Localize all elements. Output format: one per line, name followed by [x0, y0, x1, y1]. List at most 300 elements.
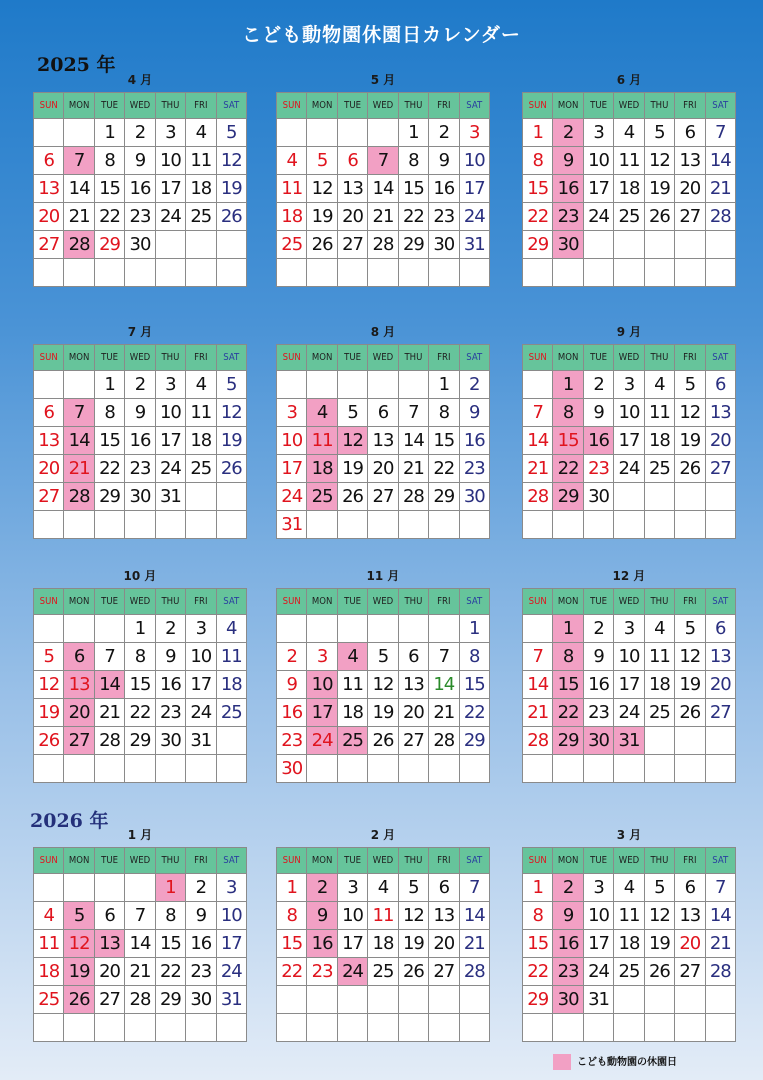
empty-cell: [64, 1014, 94, 1042]
day-cell: 22: [523, 203, 553, 231]
weekday-header: WED: [368, 589, 398, 615]
empty-cell: [398, 259, 428, 287]
day-cell: 28: [429, 727, 459, 755]
day-cell: 25: [644, 455, 674, 483]
day-cell: 25: [186, 455, 216, 483]
weekday-header-row: [34, 589, 247, 615]
day-cell: 14: [705, 902, 735, 930]
week-row: [34, 511, 247, 539]
day-cell: 7: [705, 119, 735, 147]
day-cell-closed: 10: [307, 671, 337, 699]
day-cell: 12: [675, 643, 705, 671]
weekday-header: THU: [398, 848, 428, 874]
day-cell: 19: [675, 671, 705, 699]
weekday-header: SUN: [277, 345, 307, 371]
week-row: [523, 511, 736, 539]
empty-cell: [583, 1014, 613, 1042]
weekday-header: WED: [614, 848, 644, 874]
week-row: [34, 643, 247, 671]
empty-cell: [216, 1014, 246, 1042]
day-cell: 24: [459, 203, 489, 231]
day-cell: 6: [675, 119, 705, 147]
day-cell-closed: 29: [553, 727, 583, 755]
day-cell: 10: [155, 147, 185, 175]
day-cell: 11: [186, 399, 216, 427]
day-cell: 11: [277, 175, 307, 203]
day-cell: 10: [459, 147, 489, 175]
empty-cell: [277, 119, 307, 147]
weekday-header: TUE: [583, 345, 613, 371]
day-cell: 21: [523, 455, 553, 483]
day-cell: 13: [398, 671, 428, 699]
day-cell: 22: [398, 203, 428, 231]
day-cell-closed: 30: [553, 231, 583, 259]
day-cell: 14: [64, 175, 94, 203]
weekday-header: FRI: [675, 93, 705, 119]
weekday-header: TUE: [337, 848, 367, 874]
week-row: [34, 483, 247, 511]
day-cell: 14: [523, 427, 553, 455]
week-row: [277, 902, 490, 930]
day-cell: 8: [277, 902, 307, 930]
month-calendar: [276, 564, 490, 783]
day-cell: 30: [155, 727, 185, 755]
day-cell: 7: [705, 874, 735, 902]
day-cell: 5: [34, 643, 64, 671]
week-row: [523, 399, 736, 427]
weekday-header: WED: [125, 589, 155, 615]
empty-cell: [186, 1014, 216, 1042]
empty-cell: [34, 371, 64, 399]
day-cell: 19: [644, 175, 674, 203]
day-cell: 8: [125, 643, 155, 671]
day-cell: 17: [459, 175, 489, 203]
empty-cell: [583, 231, 613, 259]
day-cell: 24: [186, 699, 216, 727]
day-cell: 16: [186, 930, 216, 958]
empty-cell: [523, 755, 553, 783]
week-row: [523, 1014, 736, 1042]
day-cell: 1: [459, 615, 489, 643]
empty-cell: [553, 511, 583, 539]
day-cell: 17: [614, 427, 644, 455]
day-cell: 2: [125, 371, 155, 399]
day-cell: 25: [644, 699, 674, 727]
day-cell: 26: [644, 203, 674, 231]
day-cell: 24: [614, 455, 644, 483]
week-row: [523, 203, 736, 231]
weekday-header: MON: [64, 848, 94, 874]
day-cell: 2: [186, 874, 216, 902]
weekday-header-row: [523, 93, 736, 119]
empty-cell: [644, 727, 674, 755]
month-title: 10 月: [123, 569, 157, 583]
month-calendar: [33, 564, 247, 783]
empty-cell: [125, 1014, 155, 1042]
day-cell: 22: [523, 958, 553, 986]
weekday-header: SAT: [705, 589, 735, 615]
empty-cell: [523, 259, 553, 287]
day-cell: 22: [94, 455, 124, 483]
day-cell: 27: [705, 455, 735, 483]
weekday-header: THU: [155, 345, 185, 371]
day-cell: 5: [644, 874, 674, 902]
weekday-header: MON: [64, 345, 94, 371]
weekday-header: SAT: [459, 345, 489, 371]
weekday-header: SUN: [34, 589, 64, 615]
week-row: [34, 399, 247, 427]
empty-cell: [398, 615, 428, 643]
weekday-header: FRI: [675, 345, 705, 371]
weekday-header: FRI: [186, 848, 216, 874]
day-cell-closed: 9: [553, 147, 583, 175]
month-table: [276, 92, 490, 287]
weekday-header-row: [277, 345, 490, 371]
empty-cell: [644, 755, 674, 783]
day-cell: 18: [216, 671, 246, 699]
weekday-header: TUE: [94, 345, 124, 371]
day-cell: 3: [216, 874, 246, 902]
day-cell: 11: [614, 147, 644, 175]
day-cell-closed: 12: [337, 427, 367, 455]
empty-cell: [125, 755, 155, 783]
day-cell: 25: [216, 699, 246, 727]
empty-cell: [34, 511, 64, 539]
month-calendar: [276, 320, 490, 539]
week-row: [34, 259, 247, 287]
day-cell: 22: [429, 455, 459, 483]
day-cell: 4: [186, 371, 216, 399]
empty-cell: [429, 615, 459, 643]
week-row: [34, 231, 247, 259]
day-cell: 27: [429, 958, 459, 986]
week-row: [34, 930, 247, 958]
day-cell-closed: 6: [64, 643, 94, 671]
weekday-header: THU: [644, 589, 674, 615]
day-cell: 14: [523, 671, 553, 699]
day-cell: 15: [398, 175, 428, 203]
week-row: [277, 511, 490, 539]
empty-cell: [675, 259, 705, 287]
weekday-header: FRI: [429, 93, 459, 119]
weekday-header: WED: [614, 345, 644, 371]
month-title: 3 月: [616, 828, 642, 842]
day-cell: 28: [523, 727, 553, 755]
day-cell: 30: [186, 986, 216, 1014]
day-cell: 21: [398, 455, 428, 483]
day-cell: 23: [186, 958, 216, 986]
empty-cell: [705, 1014, 735, 1042]
week-row: [277, 427, 490, 455]
day-cell: 27: [705, 699, 735, 727]
day-cell: 11: [216, 643, 246, 671]
empty-cell: [64, 511, 94, 539]
day-cell: 21: [705, 175, 735, 203]
empty-cell: [307, 755, 337, 783]
weekday-header: SUN: [34, 345, 64, 371]
day-cell: 25: [277, 231, 307, 259]
week-row: [34, 874, 247, 902]
weekday-header: FRI: [429, 848, 459, 874]
empty-cell: [644, 483, 674, 511]
day-cell-closed: 26: [64, 986, 94, 1014]
empty-cell: [337, 371, 367, 399]
day-cell: 11: [337, 671, 367, 699]
day-cell: 24: [583, 203, 613, 231]
month-title: 9 月: [616, 325, 642, 339]
closed-day-swatch: [553, 1054, 571, 1070]
day-cell-closed: 22: [553, 699, 583, 727]
weekday-header: THU: [644, 93, 674, 119]
empty-cell: [614, 483, 644, 511]
week-row: [277, 455, 490, 483]
day-cell: 3: [583, 119, 613, 147]
empty-cell: [705, 986, 735, 1014]
day-cell: 13: [429, 902, 459, 930]
day-cell: 21: [459, 930, 489, 958]
week-row: [523, 615, 736, 643]
day-cell: 23: [307, 958, 337, 986]
empty-cell: [307, 986, 337, 1014]
week-row: [523, 427, 736, 455]
weekday-header: FRI: [186, 93, 216, 119]
week-row: [34, 119, 247, 147]
empty-cell: [583, 511, 613, 539]
day-cell: 21: [429, 699, 459, 727]
day-cell: 7: [398, 399, 428, 427]
day-cell: 14: [398, 427, 428, 455]
day-cell: 23: [429, 203, 459, 231]
empty-cell: [307, 371, 337, 399]
weekday-header: TUE: [337, 345, 367, 371]
month-table: [33, 588, 247, 783]
day-cell: 24: [216, 958, 246, 986]
day-cell: 11: [368, 902, 398, 930]
empty-cell: [429, 755, 459, 783]
week-row: [34, 902, 247, 930]
weekday-header: TUE: [94, 589, 124, 615]
day-cell: 2: [583, 371, 613, 399]
month-table: [33, 847, 247, 1042]
day-cell: 12: [368, 671, 398, 699]
day-cell: 23: [125, 203, 155, 231]
day-cell: 18: [368, 930, 398, 958]
day-cell: 18: [644, 671, 674, 699]
day-cell: 31: [583, 986, 613, 1014]
week-row: [277, 483, 490, 511]
weekday-header-row: [34, 345, 247, 371]
day-cell: 18: [337, 699, 367, 727]
day-cell: 26: [644, 958, 674, 986]
empty-cell: [614, 259, 644, 287]
empty-cell: [155, 755, 185, 783]
empty-cell: [277, 615, 307, 643]
day-cell: 22: [94, 203, 124, 231]
empty-cell: [337, 755, 367, 783]
day-cell-closed: 30: [553, 986, 583, 1014]
month-table: [33, 344, 247, 539]
week-row: [277, 399, 490, 427]
week-row: [523, 930, 736, 958]
day-cell: 7: [125, 902, 155, 930]
day-cell-closed: 9: [307, 902, 337, 930]
weekday-header: MON: [307, 345, 337, 371]
day-cell: 19: [216, 427, 246, 455]
day-cell: 31: [459, 231, 489, 259]
day-cell: 5: [644, 119, 674, 147]
day-cell: 5: [216, 119, 246, 147]
day-cell-closed: 13: [94, 930, 124, 958]
day-cell-closed: 23: [553, 203, 583, 231]
empty-cell: [216, 259, 246, 287]
empty-cell: [368, 511, 398, 539]
day-cell: 9: [429, 147, 459, 175]
day-cell: 4: [277, 147, 307, 175]
day-cell: 26: [307, 231, 337, 259]
day-cell: 19: [216, 175, 246, 203]
day-cell: 7: [429, 643, 459, 671]
day-cell: 20: [675, 175, 705, 203]
day-cell: 27: [398, 727, 428, 755]
day-cell-closed: 7: [64, 399, 94, 427]
empty-cell: [553, 259, 583, 287]
weekday-header-row: [523, 848, 736, 874]
day-cell: 4: [614, 874, 644, 902]
day-cell: 26: [337, 483, 367, 511]
empty-cell: [216, 483, 246, 511]
day-cell: 31: [186, 727, 216, 755]
week-row: [277, 727, 490, 755]
day-cell: 17: [583, 930, 613, 958]
day-cell: 27: [337, 231, 367, 259]
day-cell: 16: [155, 671, 185, 699]
empty-cell: [553, 1014, 583, 1042]
day-cell: 18: [34, 958, 64, 986]
day-cell: 9: [583, 399, 613, 427]
day-cell: 16: [125, 427, 155, 455]
weekday-header: WED: [125, 93, 155, 119]
day-cell: 22: [277, 958, 307, 986]
day-cell: 3: [583, 874, 613, 902]
day-cell: 17: [186, 671, 216, 699]
day-cell: 1: [277, 874, 307, 902]
day-cell: 2: [459, 371, 489, 399]
weekday-header: SUN: [523, 589, 553, 615]
day-cell: 8: [459, 643, 489, 671]
week-row: [523, 874, 736, 902]
week-row: [34, 671, 247, 699]
empty-cell: [429, 511, 459, 539]
weekday-header: SAT: [216, 589, 246, 615]
empty-cell: [614, 511, 644, 539]
week-row: [277, 203, 490, 231]
day-cell: 12: [644, 147, 674, 175]
weekday-header: THU: [398, 589, 428, 615]
day-cell: 19: [337, 455, 367, 483]
empty-cell: [368, 755, 398, 783]
day-cell: 28: [368, 231, 398, 259]
day-cell: 6: [398, 643, 428, 671]
empty-cell: [675, 755, 705, 783]
weekday-header-row: [277, 589, 490, 615]
weekday-header: THU: [644, 848, 674, 874]
weekday-header: SUN: [277, 848, 307, 874]
weekday-header: SAT: [216, 848, 246, 874]
day-cell: 14: [429, 671, 459, 699]
week-row: [34, 455, 247, 483]
week-row: [277, 1014, 490, 1042]
empty-cell: [125, 874, 155, 902]
empty-cell: [307, 615, 337, 643]
day-cell: 1: [523, 119, 553, 147]
weekday-header: MON: [307, 589, 337, 615]
empty-cell: [398, 371, 428, 399]
empty-cell: [398, 511, 428, 539]
day-cell: 20: [368, 455, 398, 483]
month-table: [276, 344, 490, 539]
day-cell: 14: [125, 930, 155, 958]
day-cell: 5: [398, 874, 428, 902]
empty-cell: [34, 874, 64, 902]
week-row: [34, 699, 247, 727]
day-cell: 3: [186, 615, 216, 643]
weekday-header: SAT: [459, 589, 489, 615]
day-cell: 26: [675, 699, 705, 727]
day-cell: 3: [155, 119, 185, 147]
day-cell: 12: [398, 902, 428, 930]
day-cell: 9: [459, 399, 489, 427]
day-cell-closed: 7: [64, 147, 94, 175]
day-cell: 17: [614, 671, 644, 699]
day-cell: 10: [583, 902, 613, 930]
week-row: [277, 643, 490, 671]
day-cell: 6: [705, 615, 735, 643]
weekday-header: MON: [307, 848, 337, 874]
weekday-header-row: [523, 345, 736, 371]
weekday-header: SAT: [705, 848, 735, 874]
day-cell: 1: [94, 371, 124, 399]
day-cell: 27: [34, 483, 64, 511]
empty-cell: [337, 615, 367, 643]
empty-cell: [277, 986, 307, 1014]
day-cell: 10: [583, 147, 613, 175]
day-cell-closed: 4: [337, 643, 367, 671]
day-cell: 10: [614, 399, 644, 427]
week-row: [523, 259, 736, 287]
day-cell: 28: [94, 727, 124, 755]
month-calendar: [33, 68, 247, 287]
day-cell: 15: [429, 427, 459, 455]
day-cell-closed: 2: [553, 874, 583, 902]
day-cell: 18: [614, 175, 644, 203]
empty-cell: [307, 511, 337, 539]
day-cell: 5: [675, 371, 705, 399]
empty-cell: [337, 511, 367, 539]
day-cell: 3: [614, 615, 644, 643]
day-cell: 23: [125, 455, 155, 483]
legend-label: こども動物園の休園日: [577, 1057, 677, 1068]
month-table: [522, 847, 736, 1042]
weekday-header: TUE: [583, 848, 613, 874]
weekday-header: TUE: [94, 848, 124, 874]
weekday-header: WED: [368, 345, 398, 371]
day-cell: 12: [307, 175, 337, 203]
week-row: [34, 727, 247, 755]
day-cell-closed: 16: [307, 930, 337, 958]
empty-cell: [614, 1014, 644, 1042]
weekday-header: TUE: [337, 589, 367, 615]
day-cell-closed: 1: [155, 874, 185, 902]
